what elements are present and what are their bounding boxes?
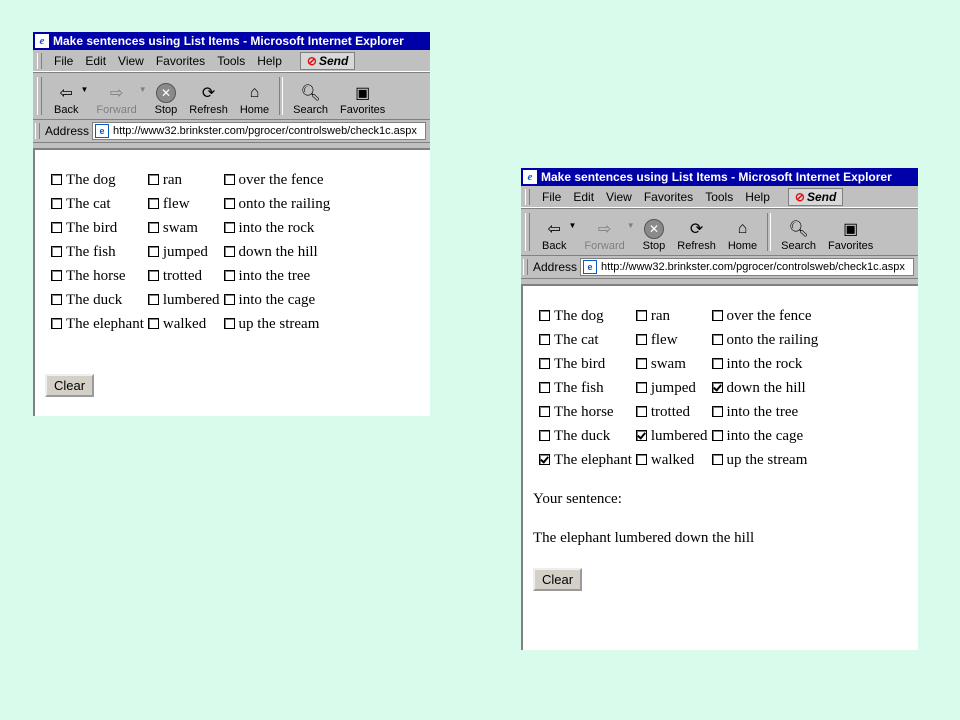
subject-checkbox[interactable] [539,382,550,393]
address-label: Address [533,260,578,274]
title-bar [33,32,430,50]
place-option[interactable] [224,168,335,192]
place-label: onto the railing [238,195,331,212]
menu-edit[interactable]: Edit [85,54,107,68]
subject-label: The horse [554,403,614,420]
subject-option[interactable] [539,304,636,328]
sentence-label: Your sentence: [533,491,622,507]
stop-label: Stop [642,240,666,252]
stop-label: Stop [154,104,178,116]
subject-option[interactable] [539,376,636,400]
subject-option[interactable] [51,240,148,264]
address-field[interactable] [92,122,426,140]
standard-toolbar [521,209,918,256]
search-icon: 🔍︎ [300,85,321,102]
search-icon: 🔍︎ [788,221,809,238]
refresh-button[interactable] [183,76,234,116]
subject-label: The bird [66,219,118,236]
choice-row [51,192,334,216]
subject-option[interactable] [51,288,148,312]
address-bar [33,120,430,143]
window-title: Make sentences using List Items - Microsoft Internet Explorer [53,34,404,48]
place-checkbox[interactable] [224,270,235,281]
send-icon: ⊘ [794,190,805,204]
favorites-button[interactable] [822,212,879,252]
menu-view[interactable]: View [606,190,632,204]
subject-label: The elephant [66,315,144,332]
subject-checkbox[interactable] [539,454,550,465]
place-checkbox[interactable] [224,294,235,305]
window-title: Make sentences using List Items - Microsoft Internet Explorer [541,170,892,184]
choice-row [51,216,334,240]
back-arrow-icon: ⇦ [547,221,561,238]
verb-option[interactable] [148,240,224,264]
choice-row [51,288,334,312]
verb-checkbox[interactable] [636,310,647,321]
subject-checkbox[interactable] [539,310,550,321]
verb-checkbox[interactable] [636,430,647,441]
place-label: into the tree [726,403,799,420]
clear-button[interactable]: Clear [45,374,94,397]
menu-favorites[interactable]: Favorites [643,190,694,204]
subject-checkbox[interactable] [539,334,550,345]
place-checkbox[interactable] [224,198,235,209]
subject-label: The fish [554,379,604,396]
subject-option[interactable] [539,352,636,376]
place-label: down the hill [238,243,318,260]
place-checkbox[interactable] [712,310,723,321]
back-button[interactable] [48,76,84,116]
place-label: over the fence [726,307,812,324]
forward-arrow-icon: ⇨ [109,85,124,102]
toolbar-grip [37,77,42,115]
verb-label: flew [650,331,678,348]
subject-option[interactable] [539,400,636,424]
refresh-label: Refresh [189,104,228,116]
subject-checkbox[interactable] [51,246,62,257]
place-checkbox[interactable] [712,430,723,441]
home-label: Home [727,240,758,252]
ie-logo-icon: e [523,170,537,184]
subject-checkbox[interactable] [539,430,550,441]
place-label: over the fence [238,171,324,188]
page-icon: e [95,124,109,138]
menu-help[interactable]: Help [257,54,282,68]
verb-option[interactable] [148,264,224,288]
verb-option[interactable] [148,288,224,312]
toolbar-grip [37,53,42,69]
verb-option[interactable] [636,424,712,448]
menu-favorites[interactable]: Favorites [155,54,206,68]
back-label: Back [54,104,79,116]
favorites-label: Favorites [340,104,386,116]
verb-option[interactable] [148,216,224,240]
place-checkbox[interactable] [224,318,235,329]
subject-label: The dog [66,171,116,188]
choice-table [539,304,822,472]
subject-checkbox[interactable] [539,406,550,417]
forward-button[interactable] [90,76,142,116]
title-bar [521,168,918,186]
verb-checkbox[interactable] [148,294,159,305]
place-option[interactable] [224,216,335,240]
page-content [521,284,918,650]
place-option[interactable] [712,448,823,472]
forward-dropdown-icon[interactable]: ▼ [626,220,635,230]
choice-row [51,312,334,336]
stop-button[interactable] [149,76,184,116]
menu-edit[interactable]: Edit [573,190,595,204]
standard-toolbar [33,73,430,120]
toolbar-grip [525,213,530,251]
verb-option[interactable] [636,400,712,424]
place-option[interactable] [712,400,823,424]
forward-label: Forward [584,240,625,252]
subject-label: The cat [554,331,599,348]
browser-window-left [33,32,430,416]
refresh-label: Refresh [677,240,716,252]
verb-option[interactable] [148,312,224,336]
verb-label: ran [650,307,671,324]
home-button[interactable] [234,76,275,116]
favorites-button[interactable] [334,76,391,116]
subject-label: The cat [66,195,111,212]
place-checkbox[interactable] [224,174,235,185]
verb-checkbox[interactable] [148,246,159,257]
favorites-folder-icon: ▣ [355,85,371,102]
forward-arrow-icon: ⇨ [597,221,612,238]
subject-option[interactable] [539,448,636,472]
refresh-icon: ⟳ [689,221,704,238]
subject-label: The duck [66,291,123,308]
place-option[interactable] [712,304,823,328]
place-checkbox[interactable] [712,334,723,345]
search-button[interactable] [775,212,822,252]
home-button[interactable] [722,212,763,252]
search-label: Search [293,104,329,116]
verb-label: flew [162,195,190,212]
place-label: into the tree [238,267,311,284]
subject-checkbox[interactable] [51,318,62,329]
choice-row [51,264,334,288]
page-content [33,148,430,416]
address-label: Address [45,124,90,138]
place-option[interactable] [224,192,335,216]
verb-label: jumped [162,243,208,260]
subject-label: The duck [554,427,611,444]
subject-option[interactable] [539,424,636,448]
place-label: up the stream [726,451,808,468]
search-button[interactable] [287,76,334,116]
toolbar-grip [35,123,40,139]
choice-row [539,400,822,424]
menu-bar [33,50,430,73]
verb-label: lumbered [162,291,220,308]
choice-row [51,168,334,192]
toolbar-grip [523,259,528,275]
place-checkbox[interactable] [712,406,723,417]
place-option[interactable] [224,240,335,264]
place-label: down the hill [726,379,806,396]
favorites-label: Favorites [828,240,874,252]
choice-row [539,328,822,352]
subject-checkbox[interactable] [51,174,62,185]
subject-checkbox[interactable] [51,294,62,305]
verb-checkbox[interactable] [148,198,159,209]
verb-label: jumped [650,379,696,396]
place-checkbox[interactable] [224,246,235,257]
verb-checkbox[interactable] [148,270,159,281]
send-label: Send [806,190,837,204]
subject-option[interactable] [51,264,148,288]
back-arrow-icon: ⇦ [59,85,73,102]
choice-row [539,352,822,376]
page-icon: e [583,260,597,274]
place-option[interactable] [224,312,335,336]
place-label: onto the railing [726,331,819,348]
verb-label: walked [650,451,695,468]
back-dropdown-icon[interactable]: ▼ [80,84,89,94]
sentence-output: The elephant lumbered down the hill [533,530,755,546]
verb-checkbox[interactable] [636,358,647,369]
subject-checkbox[interactable] [51,222,62,233]
subject-label: The bird [554,355,606,372]
subject-label: The horse [66,267,126,284]
verb-label: trotted [162,267,203,284]
back-dropdown-icon[interactable]: ▼ [568,220,577,230]
verb-option[interactable] [636,448,712,472]
verb-checkbox[interactable] [636,382,647,393]
menu-file[interactable]: File [542,190,562,204]
toolbar-separator [767,213,771,251]
verb-checkbox[interactable] [148,174,159,185]
verb-label: lumbered [650,427,708,444]
place-checkbox[interactable] [712,382,723,393]
toolbar-separator [279,77,283,115]
send-label: Send [318,54,349,68]
verb-label: ran [162,171,183,188]
subject-checkbox[interactable] [539,358,550,369]
send-button[interactable] [300,52,355,70]
subject-option[interactable] [51,192,148,216]
browser-window-right [521,168,918,650]
stop-icon: ✕ [644,219,664,239]
refresh-button[interactable] [671,212,722,252]
verb-option[interactable] [636,352,712,376]
back-button[interactable] [536,212,572,252]
forward-dropdown-icon[interactable]: ▼ [138,84,147,94]
place-label: into the cage [726,427,804,444]
place-option[interactable] [712,424,823,448]
address-bar [521,256,918,279]
verb-checkbox[interactable] [636,454,647,465]
verb-label: swam [650,355,686,372]
forward-label: Forward [96,104,137,116]
subject-checkbox[interactable] [51,270,62,281]
verb-option[interactable] [636,376,712,400]
place-checkbox[interactable] [712,358,723,369]
place-checkbox[interactable] [224,222,235,233]
search-label: Search [781,240,817,252]
refresh-icon: ⟳ [201,85,216,102]
place-option[interactable] [224,288,335,312]
subject-option[interactable] [51,312,148,336]
choice-row [539,424,822,448]
choice-row [51,240,334,264]
verb-label: swam [162,219,198,236]
choice-row [539,304,822,328]
choice-row [539,448,822,472]
subject-option[interactable] [51,216,148,240]
subject-checkbox[interactable] [51,198,62,209]
menu-tools[interactable]: Tools [217,54,246,68]
home-label: Home [239,104,270,116]
url-text: http://www32.brinkster.com/pgrocer/controlsweb/check1c.aspx [113,125,417,137]
place-option[interactable] [224,264,335,288]
place-option[interactable] [712,376,823,400]
place-option[interactable] [712,352,823,376]
place-label: up the stream [238,315,320,332]
menu-bar [521,186,918,209]
subject-label: The fish [66,243,116,260]
choice-row [539,376,822,400]
verb-checkbox[interactable] [148,222,159,233]
place-option[interactable] [712,328,823,352]
place-checkbox[interactable] [712,454,723,465]
forward-button[interactable] [578,212,630,252]
favorites-folder-icon: ▣ [843,221,859,238]
verb-checkbox[interactable] [148,318,159,329]
home-icon: ⌂ [737,220,748,237]
menu-view[interactable]: View [118,54,144,68]
address-field[interactable] [580,258,914,276]
verb-label: trotted [650,403,691,420]
send-button[interactable] [788,188,843,206]
stop-button[interactable] [637,212,672,252]
back-label: Back [542,240,567,252]
place-label: into the cage [238,291,316,308]
url-text: http://www32.brinkster.com/pgrocer/controlsweb/check1c.aspx [601,261,905,273]
home-icon: ⌂ [249,84,260,101]
verb-option[interactable] [636,328,712,352]
menu-help[interactable]: Help [745,190,770,204]
place-label: into the rock [726,355,803,372]
choice-table [51,168,334,336]
verb-option[interactable] [148,192,224,216]
verb-option[interactable] [148,168,224,192]
verb-checkbox[interactable] [636,406,647,417]
verb-label: walked [162,315,207,332]
subject-label: The elephant [554,451,632,468]
subject-option[interactable] [539,328,636,352]
subject-label: The dog [554,307,604,324]
toolbar-grip [525,189,530,205]
place-label: into the rock [238,219,315,236]
verb-option[interactable] [636,304,712,328]
stop-icon: ✕ [156,83,176,103]
menu-file[interactable]: File [54,54,74,68]
subject-option[interactable] [51,168,148,192]
verb-checkbox[interactable] [636,334,647,345]
ie-logo-icon: e [35,34,49,48]
send-icon: ⊘ [306,54,317,68]
clear-button[interactable]: Clear [533,568,582,591]
menu-tools[interactable]: Tools [705,190,734,204]
